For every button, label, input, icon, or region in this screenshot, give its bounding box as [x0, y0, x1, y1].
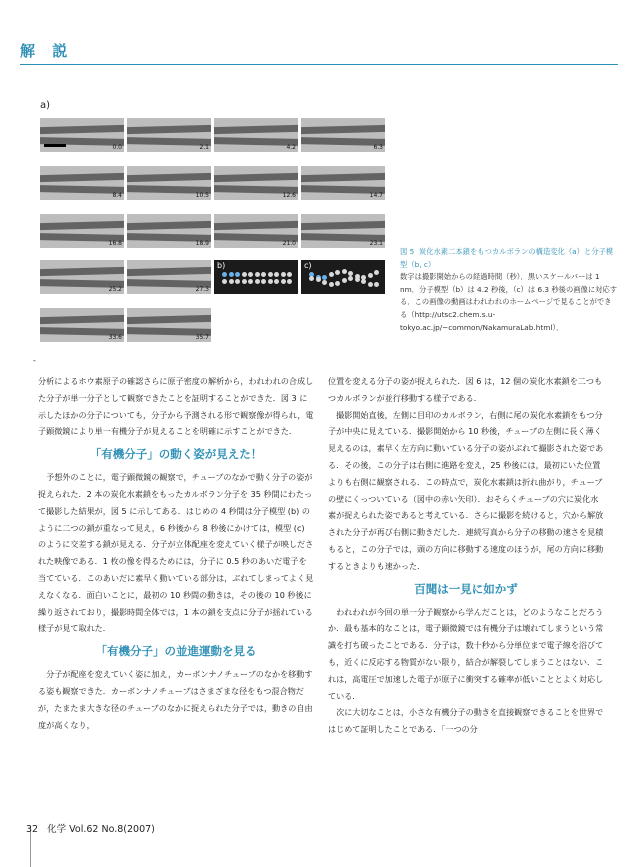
- tem-frame: [214, 166, 298, 200]
- figure-panel-label: a): [40, 100, 51, 111]
- frame-timestamp: 16.8: [108, 240, 122, 247]
- figure-image-grid: [40, 118, 387, 355]
- model-label: c): [304, 261, 312, 270]
- tem-frame: [127, 214, 211, 248]
- atom-icon: [287, 279, 292, 284]
- atom-icon: [368, 282, 373, 287]
- nanotube-wall: [40, 173, 124, 182]
- frame-timestamp: 27.3: [195, 286, 209, 293]
- tem-frame: [40, 166, 124, 200]
- tem-frame: [40, 214, 124, 248]
- frame-timestamp: 21.0: [282, 240, 296, 247]
- atom-icon: [242, 272, 247, 277]
- atom-icon: [342, 278, 347, 283]
- frame-timestamp: 0.0: [112, 144, 122, 151]
- nanotube-wall: [214, 125, 298, 134]
- nanotube-wall: [301, 137, 385, 146]
- frame-timestamp: 23.1: [369, 240, 383, 247]
- atom-icon: [261, 279, 266, 284]
- atom-icon: [222, 279, 227, 284]
- frame-timestamp: 10.5: [195, 192, 209, 199]
- tem-frame: [214, 214, 298, 248]
- model-label: b): [217, 261, 226, 270]
- header-rule: [20, 64, 618, 65]
- atom-icon: [261, 272, 266, 277]
- atom-icon: [374, 270, 379, 275]
- atom-icon: [329, 272, 334, 277]
- tem-frame: [127, 118, 211, 152]
- atom-icon: [322, 280, 327, 285]
- atom-icon: [374, 282, 379, 287]
- tem-frame: [214, 118, 298, 152]
- body-paragraph: われわれが今回の単一分子観察から学んだことは，どのようなことだろうか．最も基本的なことは，電子顕微鏡では有機分子は壊れてしまうという常識を打ち破ったことである．分子は，数十秒から分単位まで電子線を浴びても，近くに反応する物質がない限り，結合が解裂してしまうことはない．これは，高電圧で加速した電子が原子に衝突する確率が低いこととよく対応している．: [328, 606, 604, 701]
- section-title: 解 説: [20, 42, 74, 60]
- frame-timestamp: 18.9: [195, 240, 209, 247]
- atom-icon: [322, 275, 327, 280]
- body-paragraph: 予想外のことに，電子顕微鏡の観察で，チューブのなかで動く分子の姿が捉えられた．2 本の炭化水素鎖をもったカルボラン分子を 35 秒間にわたって撮影した結果が，図 5 に示してある．はじめの 4 秒間は分子模型 (b) のように二つの鎖が重なって見え，6 秒後から 8 秒後にかけては，模型 (c) のように交差する鎖が見える．分子が立体配座を変えていく様子が映しだされた映像である．1 枚の像を得るためには，分子に 0.5 秒のあいだ電子を当てている．このあいだに素早く動いている部分は，ぶれてしまってよく見えなくなる．面白いことに，最初の 10 秒間の動きは，その後の 10 秒後に繰り返されており，撮影時間全体では，1 本の鎖を支点に分子が揺れている様子が見て取れた．: [38, 472, 314, 634]
- nanotube-wall: [40, 267, 124, 276]
- section-heading: 百聞は一見に如かず: [414, 581, 518, 596]
- page-number: 32: [26, 824, 39, 835]
- atom-icon: [281, 279, 286, 284]
- atom-icon: [329, 282, 334, 287]
- frame-timestamp: 33.6: [108, 334, 122, 341]
- nanotube-wall: [301, 125, 385, 134]
- atom-icon: [316, 277, 321, 282]
- tem-frame: [40, 260, 124, 294]
- atom-icon: [274, 279, 279, 284]
- caption-body: 数字は撮影開始からの経過時間（秒）．黒いスケールバーは 1 nm．分子模型（b）は 4.2 秒後，（c）は 6.3 秒後の画像に対応する．この画像の動画はわれわれのホームページで見ることができる（http://utsc2.chem.s.u-tokyo.ac.jp/~common/NakamuraLab.html）．: [400, 272, 618, 332]
- atom-icon: [287, 272, 292, 277]
- atom-icon: [309, 276, 314, 281]
- atom-icon: [248, 272, 253, 277]
- frame-timestamp: 8.4: [112, 192, 122, 199]
- atom-icon: [274, 272, 279, 277]
- atom-icon: [235, 272, 240, 277]
- tem-frame: [127, 260, 211, 294]
- frame-timestamp: 35.7: [195, 334, 209, 341]
- atom-icon: [348, 276, 353, 281]
- atom-icon: [255, 279, 260, 284]
- frame-timestamp: 4.2: [286, 144, 296, 151]
- atom-icon: [335, 270, 340, 275]
- nanotube-wall: [127, 137, 211, 146]
- nanotube-wall: [214, 221, 298, 230]
- caption-label: 図 5: [400, 247, 415, 256]
- atom-icon: [268, 279, 273, 284]
- footer: [26, 821, 155, 835]
- journal-name: 化学 Vol.62 No.8(2007): [47, 824, 155, 835]
- tem-frame: [301, 166, 385, 200]
- atom-icon: [335, 281, 340, 286]
- body-paragraph: 次に大切なことは，小さな有機分子の動きを直接観察できることを世界ではじめて証明したことである．「一つの分: [328, 707, 604, 735]
- atom-icon: [255, 272, 260, 277]
- atom-icon: [342, 269, 347, 274]
- atom-icon: [368, 273, 373, 278]
- right-column: [328, 373, 604, 738]
- margin-mark: -: [33, 356, 36, 365]
- tem-frame: [301, 118, 385, 152]
- atom-icon: [242, 279, 247, 284]
- atom-icon: [355, 277, 360, 282]
- nanotube-wall: [214, 173, 298, 182]
- nanotube-wall: [127, 221, 211, 230]
- nanotube-wall: [214, 137, 298, 146]
- atom-icon: [281, 272, 286, 277]
- frame-timestamp: 14.7: [369, 192, 383, 199]
- body-paragraph: 撮影開始直後，左側に目印のカルボラン，右側に尾の炭化水素鎖をもつ分子が中央に見えている．撮影開始から 10 秒後，チューブの左側に長く薄く見えるのは，素早く左方向に動いている分子の姿がぶれて撮影された姿である．その後，この分子は右側に進路を変え，25 秒後には，最初にいた位置よりも右側に観察される．この時点で，炭化水素鎖は折れ曲がり，チューブの壁にくっついている（図中の赤い矢印）．おそらくチューブの穴に炭化水素が捉えられた姿であると考えている．さらに撮影を続けると，穴から解放された分子が再び右側に動きだした．連続写真から分子の移動の速さを見積もると，この分子では，頭の方向に移動する速度のほうが，尾の方向に移動するときよりも速かった．: [328, 409, 604, 571]
- atom-icon: [229, 272, 234, 277]
- nanotube-wall: [40, 185, 124, 194]
- nanotube-wall: [301, 173, 385, 182]
- nanotube-wall: [127, 125, 211, 134]
- frame-timestamp: 2.1: [199, 144, 209, 151]
- section-heading: 「有機分子」の動く姿が見えた！: [89, 447, 263, 462]
- atom-icon: [361, 279, 366, 284]
- tem-frame: [127, 308, 211, 342]
- molecular-model-c: [301, 260, 385, 294]
- nanotube-wall: [40, 221, 124, 230]
- scale-bar: [44, 144, 66, 147]
- nanotube-wall: [127, 267, 211, 276]
- tem-frame: [40, 118, 124, 152]
- atom-icon: [248, 279, 253, 284]
- nanotube-wall: [127, 315, 211, 324]
- left-column: [38, 373, 314, 733]
- nanotube-wall: [127, 173, 211, 182]
- atom-icon: [222, 272, 227, 277]
- section-heading: 「有機分子」の並進運動を見る: [95, 644, 257, 659]
- atom-icon: [229, 279, 234, 284]
- body-paragraph: 分析によるホウ素原子の確認さらに原子密度の解析から，われわれの合成した分子が単一分子として観察できたことを証明することができた．図 3 に示したほかの分子についても，分子から予測される形で観察像が得られ，電子顕微鏡により単一有機分子が見えることを明確に示すことができた．: [38, 376, 314, 437]
- nanotube-wall: [301, 221, 385, 230]
- body-paragraph: 位置を変える分子の姿が捉えられた．図 6 は，12 個の炭化水素鎖を二つもつカルボランが並行移動する様子である．: [328, 376, 603, 403]
- tem-frame: [127, 166, 211, 200]
- body-paragraph: 分子が配座を変えていく姿に加え，カーボンナノチューブのなかを移動する姿も観察できた．カーボンナノチューブはさまざまな径をもつ混合物だが，たまたま大きな径のチューブのなかに捉えられた分子では，動きの自由度が高くなり，: [38, 669, 313, 730]
- frame-timestamp: 25.2: [108, 286, 122, 293]
- figure-caption: [400, 246, 618, 334]
- atom-icon: [235, 279, 240, 284]
- tem-frame: [301, 214, 385, 248]
- nanotube-wall: [40, 315, 124, 324]
- tem-frame: [40, 308, 124, 342]
- atom-icon: [268, 272, 273, 277]
- molecular-model-b: [214, 260, 298, 294]
- nanotube-wall: [40, 125, 124, 134]
- caption-title: 炭化水素二本鎖をもつカルボランの構造変化（a）と分子模型（b, c）: [400, 247, 614, 269]
- frame-timestamp: 12.6: [282, 192, 296, 199]
- frame-timestamp: 6.3: [373, 144, 383, 151]
